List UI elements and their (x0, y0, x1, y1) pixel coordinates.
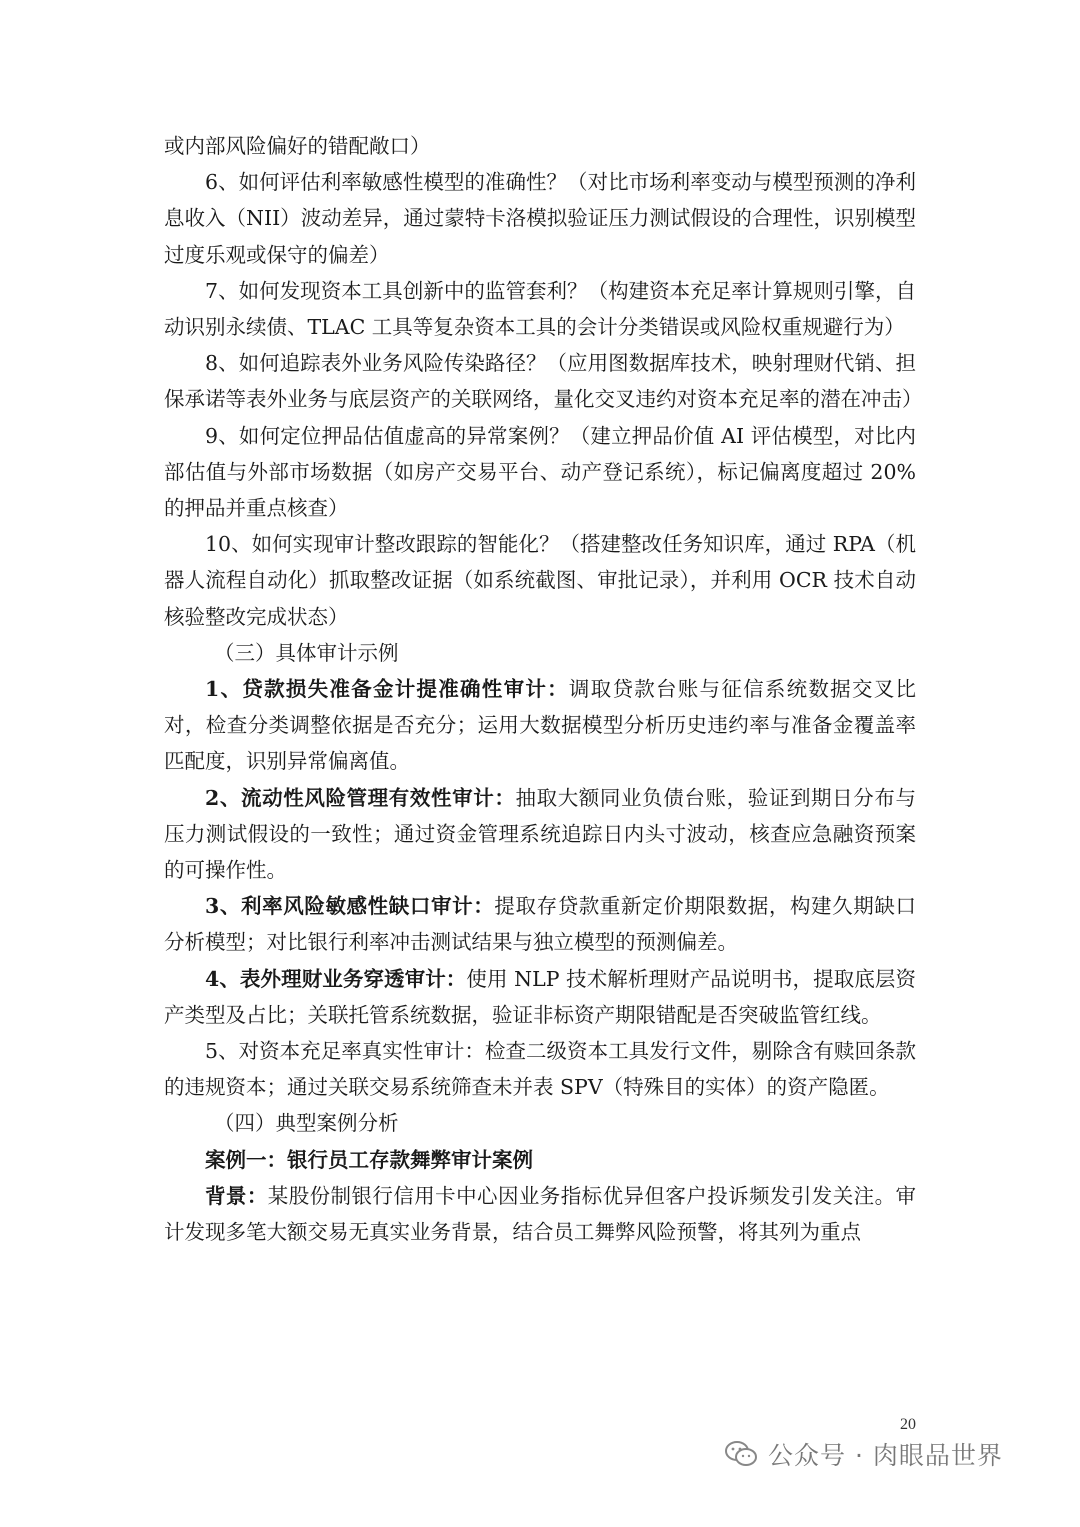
example-1-title: 1、贷款损失准备金计提准确性审计： (205, 677, 569, 702)
paragraph-continuation: 或内部风险偏好的错配敞口） (164, 134, 431, 158)
example-2-text: 抽取大额同业负债台账，验证到期日分布与压力测试假设的一致性；通过资金管理系统追踪日内头寸波动，核查应急融资预案的可操作性。 (164, 785, 917, 883)
question-8: 8、如何追踪表外业务风险传染路径？（应用图数据库技术，映射理财代销、担保承诺等表外业务与底层资产的关联网络，量化交叉违约对资本充足率的潜在冲击） (164, 351, 923, 412)
example-1-text: 调取贷款台账与征信系统数据交叉比对，检查分类调整依据是否充分；运用大数据模型分析历史违约率与准备金覆盖率匹配度，识别异常偏离值。 (164, 677, 916, 774)
example-4-text: 使用 NLP 技术解析理财产品说明书，提取底层资产类型及占比；关联托管系统数据，验证非标资产期限错配是否突破监管红线。 (164, 966, 916, 1027)
audit-example-4 (164, 961, 916, 1033)
example-2-title: 2、流动性风险管理有效性审计： (205, 785, 516, 810)
audit-example-5: 5、对资本充足率真实性审计：检查二级资本工具发行文件，剔除含有赎回条款的违规资本；通过关联交易系统筛查未并表 SPV（特殊目的实体）的资产隐匿。 (164, 1039, 916, 1100)
audit-example-1 (164, 671, 916, 780)
question-9: 9、如何定位押品估值虚高的异常案例？（建立押品价值 AI 评估模型，对比内部估值与外部市场数据（如房产交易平台、动产登记系统），标记偏离度超过 20%的押品并重点核查） (164, 423, 916, 521)
example-3-title: 3、利率风险敏感性缺口审计： (205, 894, 495, 919)
background-label: 背景： (205, 1183, 268, 1208)
page-number: 20 (900, 1416, 916, 1433)
watermark-text: 公众号 · 肉眼品世界 (768, 1441, 1003, 1470)
section-heading-4: （四）典型案例分析 (214, 1111, 399, 1136)
audit-example-3 (164, 888, 916, 960)
question-6: 6、如何评估利率敏感性模型的准确性？（对比市场利率变动与模型预测的净利息收入（NII）波动差异，通过蒙特卡洛模拟验证压力测试假设的合理性，识别模型过度乐观或保守的偏差） (164, 170, 916, 267)
section-heading-3: （三）具体审计示例 (214, 640, 399, 665)
document-body (164, 128, 923, 1250)
example-3-text: 提取存贷款重新定价期限数据，构建久期缺口分析模型；对比银行利率冲击测试结果与独立模型的预测偏差。 (164, 894, 917, 955)
background-text: 某股份制银行信用卡中心因业务指标优异但客户投诉频发引发关注。审计发现多笔大额交易无真实业务背景，结合员工舞弊风险预警，将其列为重点 (164, 1183, 917, 1245)
wechat-icon (724, 1439, 758, 1469)
case-1-title: 案例一：银行员工存款舞弊审计案例 (205, 1147, 533, 1172)
question-7: 7、如何发现资本工具创新中的监管套利？（构建资本充足率计算规则引擎，自动识别永续债、TLAC 工具等复杂资本工具的会计分类错误或风险权重规避行为） (164, 278, 916, 340)
watermark (724, 1432, 1003, 1476)
audit-example-2 (164, 780, 916, 889)
question-10: 10、如何实现审计整改跟踪的智能化？（搭建整改任务知识库，通过 RPA（机器人流程自动化）抓取整改证据（如系统截图、审批记录），并利用 OCR 技术自动核验整改完成状态） (164, 532, 916, 629)
case-1-background (164, 1178, 916, 1250)
example-4-title: 4、表外理财业务穿透审计： (205, 966, 467, 991)
